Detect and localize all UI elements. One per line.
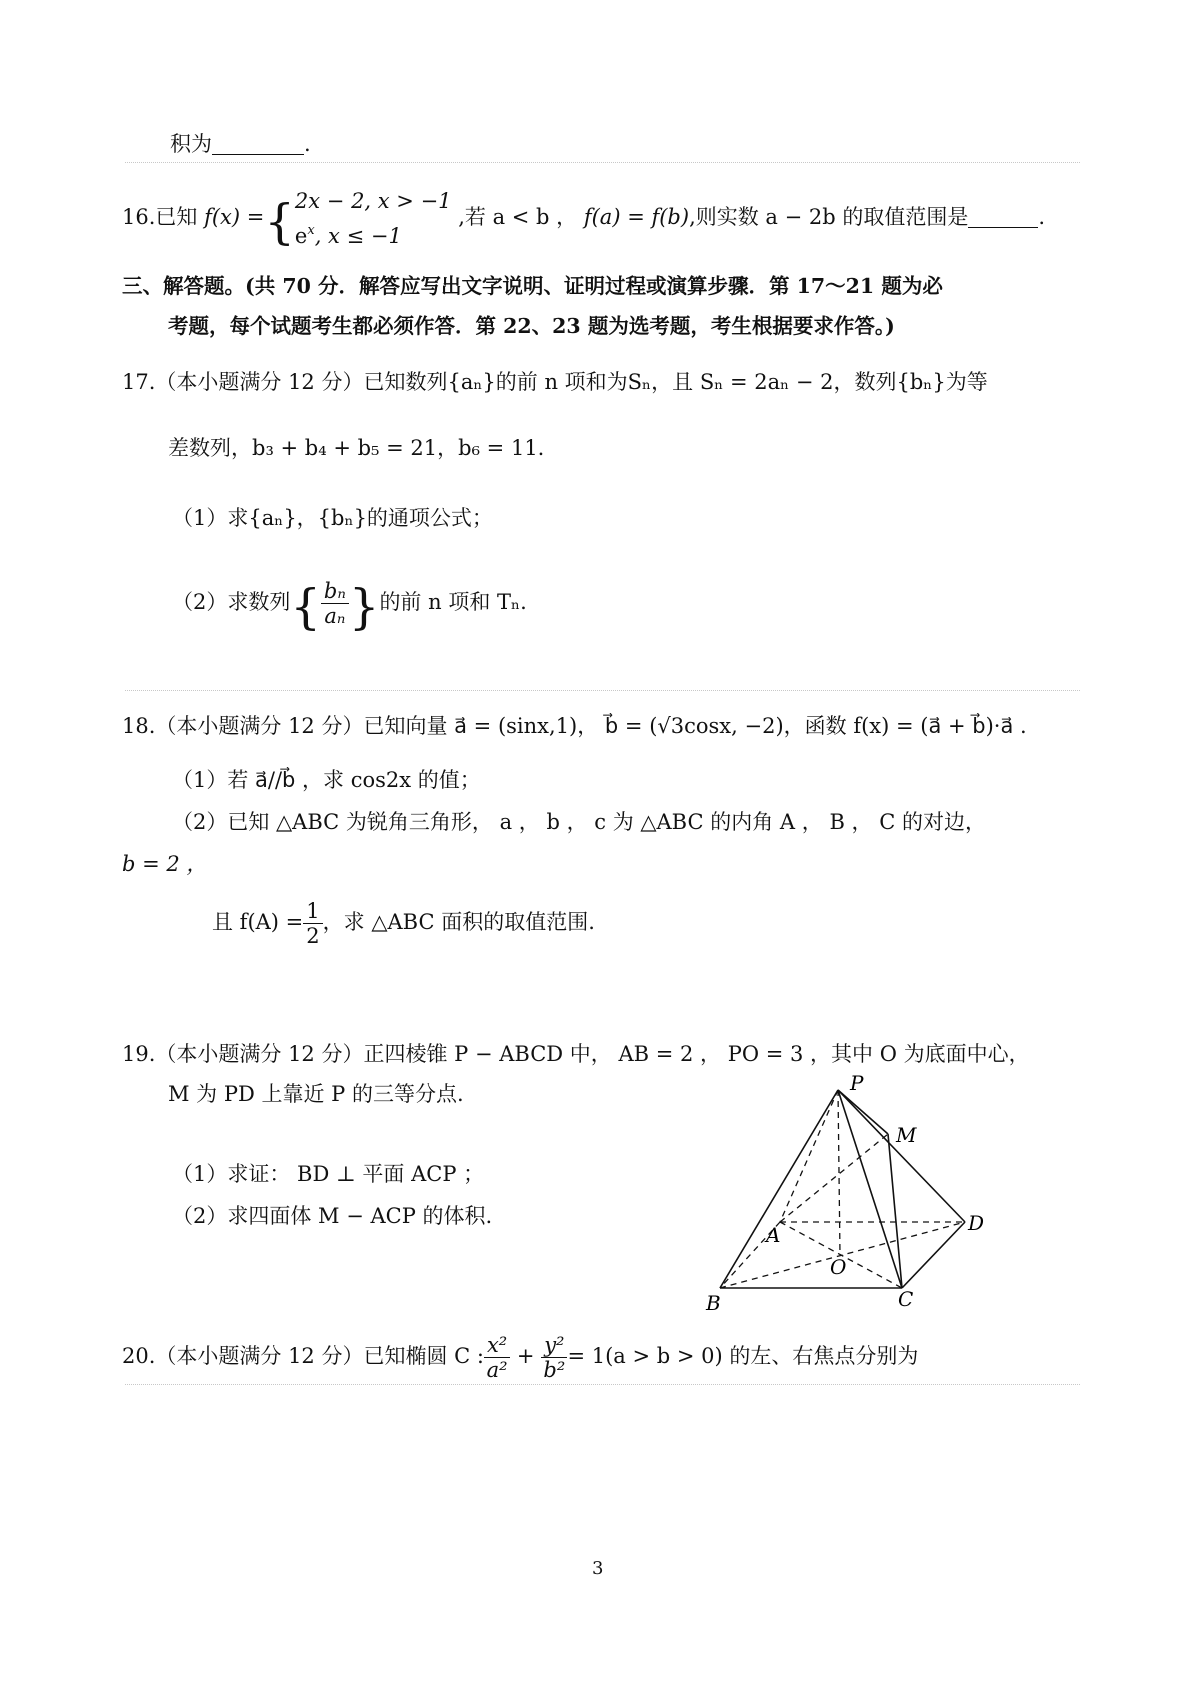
fraction: $\frac{\text{bₙ}}{\text{aₙ}}$ <box>321 579 349 628</box>
label-D: D <box>968 1211 985 1235</box>
question-18-part1: （1）若 a⃗//b⃗ ，求 cos2x 的值； <box>172 768 481 792</box>
fraction-x: $\frac{\text{x²}}{\text{a²}}$ <box>484 1333 510 1382</box>
question-18-line1: 18.（本小题满分 12 分）已知向量 a⃗ = (sinx,1)， b⃗ = (√3cosx, −2)，函数 f(x) = (a⃗ + b⃗)·a⃗ . <box>122 714 1027 738</box>
top-line: 积为 . <box>170 132 311 156</box>
brace: } <box>348 579 380 635</box>
fraction-one-half: $\frac{1}{2}$ <box>303 899 322 948</box>
edge-CD <box>902 1222 965 1288</box>
question-17-part1: （1）求{aₙ}，{bₙ}的通项公式； <box>172 506 493 530</box>
question-17-line1: 17.（本小题满分 12 分）已知数列{aₙ}的前 n 项和为Sₙ，且 Sₙ = 2aₙ − 2，数列{bₙ}为等 <box>122 370 988 394</box>
divider <box>125 1384 1080 1385</box>
divider <box>125 162 1080 163</box>
label-M: M <box>896 1123 917 1147</box>
question-19-part1: （1）求证： BD ⊥ 平面 ACP ； <box>172 1162 485 1186</box>
question-18-condition: b = 2 ， <box>122 852 208 876</box>
question-18-part2: （2）已知 △ABC 为锐角三角形， a ， b ， c 为 △ABC 的内角 A ， B ， C 的对边， <box>172 810 986 834</box>
page-number: 3 <box>592 1558 604 1579</box>
question-18-last: 且 f(A) = $\frac{1}{2}$ ，求 △ABC 面积的取值范围. <box>212 899 595 948</box>
section-3-heading-cont: 考题，每个试题考生都必须作答．第 22、23 题为选考题，考生根据要求作答。) <box>168 314 895 338</box>
edge-PD <box>838 1090 965 1222</box>
edge-PO <box>838 1090 840 1255</box>
answer-blank <box>968 207 1038 228</box>
edge-PA <box>780 1090 838 1222</box>
label-O: O <box>830 1255 847 1279</box>
question-19-line2: M 为 PD 上靠近 P 的三等分点. <box>168 1082 464 1106</box>
answer-blank <box>212 134 304 155</box>
label-B: B <box>706 1291 721 1315</box>
question-19-line1: 19.（本小题满分 12 分）正四棱锥 P − ABCD 中， AB = 2 ， PO = 3 ，其中 O 为底面中心， <box>122 1042 1030 1066</box>
label-P: P <box>850 1072 864 1095</box>
question-19-part2: （2）求四面体 M − ACP 的体积. <box>172 1204 493 1228</box>
question-17-line2: 差数列，b₃ + b₄ + b₅ = 21，b₆ = 11. <box>168 436 545 460</box>
brace: { <box>264 194 295 250</box>
question-17-part2: （2）求数列{ $\frac{\text{bₙ}}{\text{aₙ}}$ }的前 n 项和 Tₙ. <box>172 579 527 635</box>
question-16: 16.已知 f(x) ={ 2x − 2, x > −1 $e^x$, x ≤ −1 ,若 a < b ， f(a) = f(b),则实数 a − 2b 的取值范围是 . <box>122 186 1045 251</box>
section-3-heading: 三、解答题。(共 70 分．解答应写出文字说明、证明过程或演算步骤．第 17～21 题为必 <box>122 274 943 298</box>
fraction-y: $\frac{\text{y²}}{\text{b²}}$ <box>541 1333 567 1382</box>
label-C: C <box>898 1287 914 1311</box>
pyramid-figure <box>700 1072 1020 1322</box>
edge-PB <box>720 1090 838 1288</box>
label-A: A <box>766 1223 781 1247</box>
divider <box>125 690 1080 691</box>
piecewise-function: 2x − 2, x > −1 $e^x$, x ≤ −1 <box>294 189 452 248</box>
edge-AM <box>780 1134 888 1222</box>
question-20: 20.（本小题满分 12 分）已知椭圆 C : $\frac{\text{x²}}{\text{a²}}$ + $\frac{\text{y²}}{\text{b²}}$ = 1(a > b > 0) 的左、右焦点分别为 <box>122 1333 919 1382</box>
brace: { <box>290 579 321 635</box>
